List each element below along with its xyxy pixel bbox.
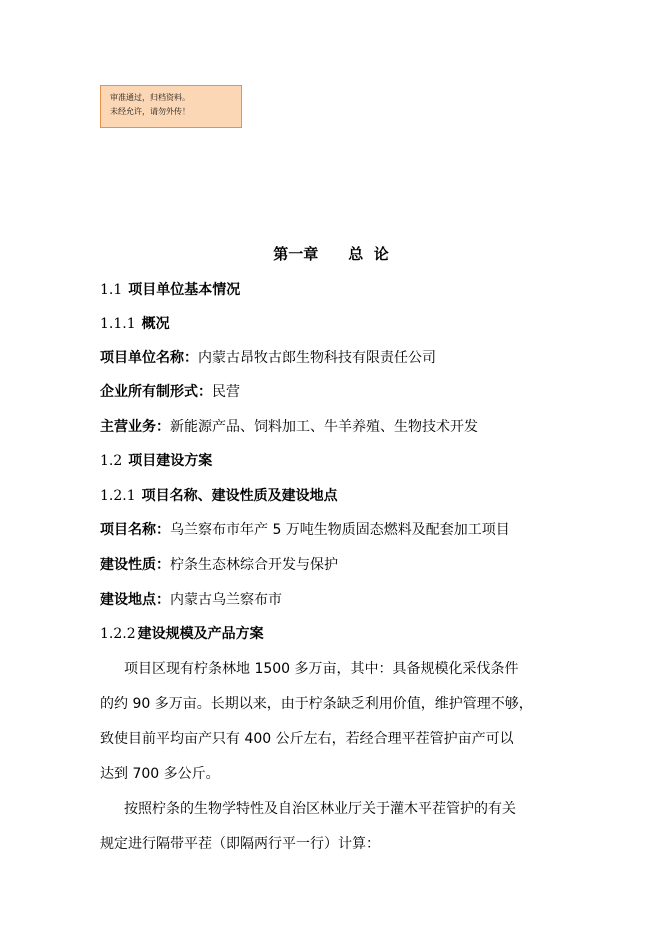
field-label: 建设性质：: [100, 557, 170, 573]
field-value: 柠条生态林综合开发与保护: [170, 557, 338, 573]
paragraph-line: 达到 700 多公斤。: [100, 766, 220, 782]
paragraph-line: 的约 90 多万亩。长期以来，由于柠条缺乏利用价值，维护管理不够，: [100, 696, 533, 712]
section-1-2-heading: [100, 451, 212, 471]
section-title: 项目单位基本情况: [128, 282, 241, 298]
construction-location-field: [100, 590, 282, 610]
field-label: 企业所有制形式：: [100, 384, 212, 400]
section-number: 1.1.1: [100, 316, 136, 332]
approval-stamp: [100, 85, 242, 128]
paragraph-forest-area: [100, 652, 570, 792]
section-title: 项目名称、建设性质及建设地点: [141, 488, 338, 504]
section-title: 概况: [141, 316, 170, 332]
section-1-1-heading: [100, 280, 240, 300]
section-number: 1.1: [100, 282, 123, 298]
section-title: 项目建设方案: [128, 453, 213, 469]
field-value: 新能源产品、饲料加工、牛羊养殖、生物技术开发: [170, 419, 478, 435]
section-number: 1.2.2: [100, 626, 136, 642]
field-value: 内蒙古乌兰察布市: [170, 592, 282, 608]
field-label: 主营业务：: [100, 419, 170, 435]
section-1-2-2-heading: [100, 624, 264, 644]
section-title: 建设规模及产品方案: [137, 626, 264, 642]
section-number: 1.2.1: [100, 488, 136, 504]
ownership-field: [100, 382, 240, 402]
field-value: 内蒙古昂牧古郎生物科技有限责任公司: [198, 350, 436, 366]
section-1-1-1-heading: [100, 314, 170, 334]
paragraph-calculation-basis: [100, 792, 570, 862]
paragraph-line: 规定进行隔带平茬（即隔两行平一行）计算：: [100, 836, 380, 852]
section-number: 1.2: [100, 453, 123, 469]
paragraph-line: 按照柠条的生物学特性及自治区林业厅关于灌木平茬管护的有关: [124, 801, 516, 817]
project-name-field: [100, 520, 510, 540]
field-value: 民营: [212, 384, 240, 400]
stamp-line-2: 未经允许，请勿外传！: [110, 107, 190, 116]
field-value: 乌兰察布市年产 5 万吨生物质固态燃料及配套加工项目: [170, 522, 510, 538]
section-1-2-1-heading: [100, 486, 338, 506]
paragraph-line: 项目区现有柠条林地 1500 多万亩，其中：具备规模化采伐条件: [124, 661, 519, 677]
field-label: 建设地点：: [100, 592, 170, 608]
business-field: [100, 417, 478, 437]
chapter-title: 第一章 总 论: [273, 245, 389, 263]
stamp-line-1: 审准通过，归档资料。: [110, 93, 190, 102]
construction-nature-field: [100, 555, 338, 575]
paragraph-line: 致使目前平均亩产只有 400 公斤左右，若经合理平茬管护亩产可以: [100, 731, 514, 747]
unit-name-field: [100, 348, 436, 368]
field-label: 项目单位名称：: [100, 350, 198, 366]
field-label: 项目名称：: [100, 522, 170, 538]
